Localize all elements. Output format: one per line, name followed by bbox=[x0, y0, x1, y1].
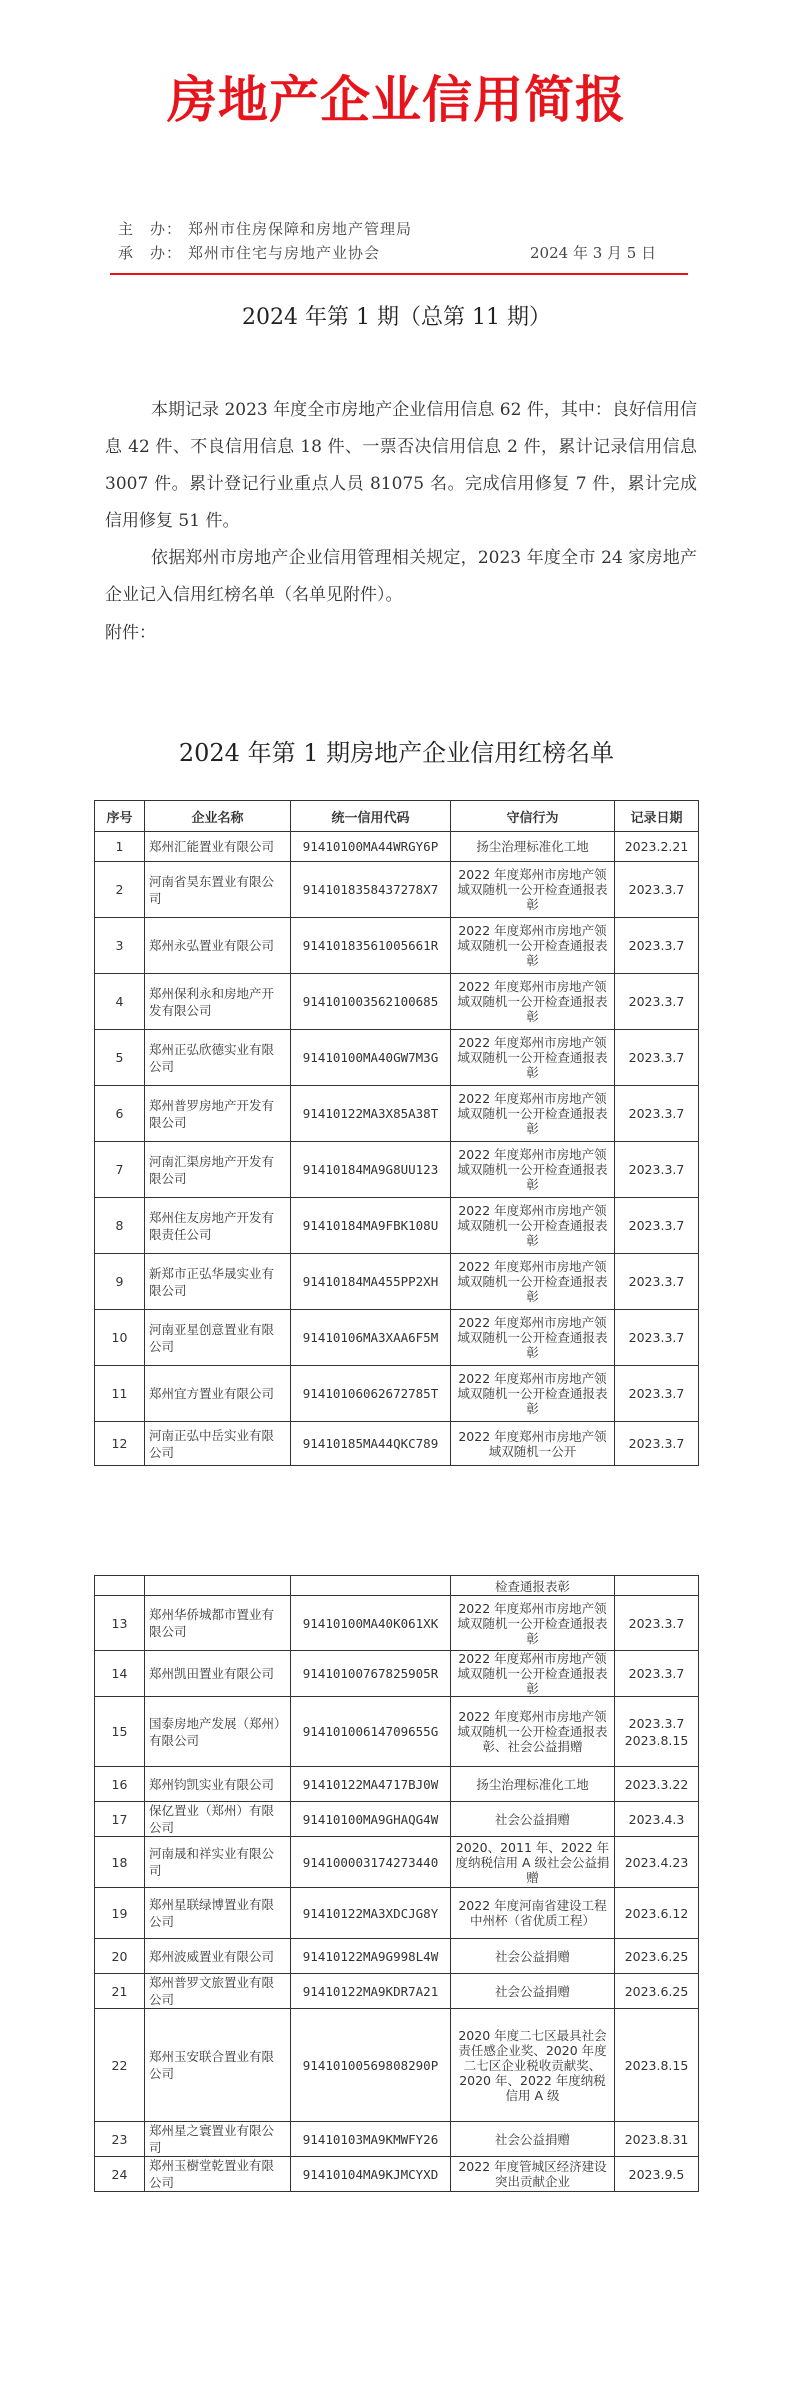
row-number: 20 bbox=[95, 1939, 145, 1974]
company-name: 郑州华侨城都市置业有限公司 bbox=[145, 1596, 291, 1651]
table-header-row bbox=[95, 801, 699, 832]
row-number: 14 bbox=[95, 1651, 145, 1697]
credit-behavior: 2022 年度郑州市房地产领域双随机一公开检查通报表彰 bbox=[451, 1030, 615, 1086]
company-name: 河南晟和祥实业有限公司 bbox=[145, 1837, 291, 1888]
record-date: 2023.9.5 bbox=[615, 2157, 699, 2192]
credit-behavior: 2022 年度郑州市房地产领域双随机一公开检查通报表彰 bbox=[451, 1596, 615, 1651]
credit-behavior: 社会公益捐赠 bbox=[451, 2122, 615, 2157]
record-date: 2023.2.21 bbox=[615, 832, 699, 862]
credit-code: 91410100MA9GHAQG4W bbox=[291, 1802, 451, 1837]
company-name: 郑州汇能置业有限公司 bbox=[145, 832, 291, 862]
table-row bbox=[95, 1974, 699, 2009]
credit-code: 914100003174273440 bbox=[291, 1837, 451, 1888]
record-date: 2023.3.7 bbox=[615, 918, 699, 974]
header-company: 企业名称 bbox=[145, 801, 291, 832]
credit-behavior: 2022 年度郑州市房地产领域双随机一公开检查通报表彰 bbox=[451, 1198, 615, 1254]
credit-behavior: 2022 年度郑州市房地产领域双随机一公开检查通报表彰 bbox=[451, 862, 615, 918]
row-number: 17 bbox=[95, 1802, 145, 1837]
sponsor-line bbox=[118, 218, 412, 239]
row-number: 11 bbox=[95, 1366, 145, 1422]
table-row bbox=[95, 1142, 699, 1198]
row-number: 24 bbox=[95, 2157, 145, 2192]
redlist-table-part1 bbox=[94, 800, 699, 1466]
company-name: 郑州波威置业有限公司 bbox=[145, 1939, 291, 1974]
redlist-title: 2024 年第 1 期房地产企业信用红榜名单 bbox=[178, 739, 615, 767]
credit-code: 91410106062672785T bbox=[291, 1366, 451, 1422]
company-name: 郑州保利永和房地产开发有限公司 bbox=[145, 974, 291, 1030]
company-name: 保亿置业（郑州）有限公司 bbox=[145, 1802, 291, 1837]
organizer-line bbox=[118, 242, 380, 263]
credit-code: 914101003562100685 bbox=[291, 974, 451, 1030]
table-row bbox=[95, 974, 699, 1030]
credit-code: 91410100614709655G bbox=[291, 1697, 451, 1767]
sponsor-label: 主 办： bbox=[118, 220, 183, 238]
row-number: 9 bbox=[95, 1254, 145, 1310]
table-row bbox=[95, 1198, 699, 1254]
table-row bbox=[95, 1254, 699, 1310]
table-row bbox=[95, 2009, 699, 2122]
credit-behavior: 2022 年度河南省建设工程中州杯（省优质工程） bbox=[451, 1888, 615, 1939]
table-row bbox=[95, 1802, 699, 1837]
company-name: 郑州住友房地产开发有限责任公司 bbox=[145, 1198, 291, 1254]
sponsor-value: 郑州市住房保障和房地产管理局 bbox=[188, 220, 413, 238]
table-row bbox=[95, 1366, 699, 1422]
credit-code: 91410122MA3X85A38T bbox=[291, 1086, 451, 1142]
table-row bbox=[95, 1939, 699, 1974]
credit-code: 91410122MA9G998L4W bbox=[291, 1939, 451, 1974]
credit-code: 91410184MA9G8UU123 bbox=[291, 1142, 451, 1198]
credit-behavior: 扬尘治理标准化工地 bbox=[451, 1767, 615, 1802]
row-number: 18 bbox=[95, 1837, 145, 1888]
table-row bbox=[95, 832, 699, 862]
record-date: 2023.6.25 bbox=[615, 1974, 699, 2009]
header-behavior: 守信行为 bbox=[451, 801, 615, 832]
company-name: 河南亚星创意置业有限公司 bbox=[145, 1310, 291, 1366]
row-number: 22 bbox=[95, 2009, 145, 2122]
credit-behavior: 2022 年度郑州市房地产领域双随机一公开检查通报表彰 bbox=[451, 974, 615, 1030]
credit-code: 914101007678259​05R bbox=[291, 1651, 451, 1697]
record-date: 2023.4.3 bbox=[615, 1802, 699, 1837]
credit-behavior: 2022 年度郑州市房地产领域双随机一公开 bbox=[451, 1422, 615, 1466]
continued-behavior: 检查通报表彰 bbox=[451, 1576, 615, 1596]
company-name: 郑州玉樹堂乾置业有限公司 bbox=[145, 2157, 291, 2192]
credit-behavior: 社会公益捐赠 bbox=[451, 1939, 615, 1974]
row-number: 13 bbox=[95, 1596, 145, 1651]
credit-code: 91410100MA44WRGY6P bbox=[291, 832, 451, 862]
table-row bbox=[95, 1888, 699, 1939]
company-name: 郑州宜方置业有限公司 bbox=[145, 1366, 291, 1422]
redlist-table-part2 bbox=[94, 1575, 699, 2192]
credit-code: 91410122MA9KDR7A21 bbox=[291, 1974, 451, 2009]
credit-code: 91410103MA9KMWFY26 bbox=[291, 2122, 451, 2157]
credit-code: 91410100MA40K061XK bbox=[291, 1596, 451, 1651]
credit-code: 91410185MA44QKC789 bbox=[291, 1422, 451, 1466]
row-number: 21 bbox=[95, 1974, 145, 2009]
record-date: 2023.3.7 bbox=[615, 1366, 699, 1422]
credit-code: 91410184MA455PP2XH bbox=[291, 1254, 451, 1310]
bulletin-title: 房地产企业信用简报 bbox=[167, 71, 626, 129]
credit-behavior: 2022 年度郑州市房地产领域双随机一公开检查通报表彰 bbox=[451, 1651, 615, 1697]
row-number: 5 bbox=[95, 1030, 145, 1086]
table-row bbox=[95, 1310, 699, 1366]
row-number: 1 bbox=[95, 832, 145, 862]
attachment-label: 附件： bbox=[105, 623, 156, 643]
redlist-paragraph: 依据郑州市房地产企业信用管理相关规定，2023 年度全市 24 家房地产企业记入信用红榜名单（名单见附件）。 bbox=[105, 548, 697, 605]
credit-behavior: 2022 年度郑州市房地产领域双随机一公开检查通报表彰 bbox=[451, 1142, 615, 1198]
row-number: 19 bbox=[95, 1888, 145, 1939]
company-name: 郑州玉安联合置业有限公司 bbox=[145, 2009, 291, 2122]
credit-behavior: 2022 年度郑州市房地产领域双随机一公开检查通报表彰 bbox=[451, 1254, 615, 1310]
credit-code: 91410100569808290P bbox=[291, 2009, 451, 2122]
table-row bbox=[95, 2157, 699, 2192]
row-number: 8 bbox=[95, 1198, 145, 1254]
summary-paragraph: 本期记录 2023 年度全市房地产企业信用信息 62 件，其中：良好信用信息 42 件、不良信用信息 18 件、一票否决信用信息 2 件，累计记录信用信息 3007 件。累计登记行业重点人员 81075 名。完成信用修复 7 件，累计完成信用修复 51 件。 bbox=[105, 400, 697, 531]
record-date: 2023.3.7 bbox=[615, 974, 699, 1030]
credit-behavior: 2022 年度管城区经济建设突出贡献企业 bbox=[451, 2157, 615, 2192]
table-row bbox=[95, 1697, 699, 1767]
record-date: 2023.4.23 bbox=[615, 1837, 699, 1888]
table-row bbox=[95, 862, 699, 918]
record-date: 2023.3.7 2023.8.15 bbox=[615, 1697, 699, 1767]
organizer-label: 承 办： bbox=[118, 244, 183, 262]
row-number: 4 bbox=[95, 974, 145, 1030]
row-number: 7 bbox=[95, 1142, 145, 1198]
credit-behavior: 2022 年度郑州市房地产领域双随机一公开检查通报表彰 bbox=[451, 918, 615, 974]
header-date: 记录日期 bbox=[615, 801, 699, 832]
credit-behavior: 2022 年度郑州市房地产领域双随机一公开检查通报表彰 bbox=[451, 1366, 615, 1422]
header-divider bbox=[110, 273, 688, 275]
credit-code: 91410184MA9FBK108U bbox=[291, 1198, 451, 1254]
header-no: 序号 bbox=[95, 801, 145, 832]
credit-behavior: 扬尘治理标准化工地 bbox=[451, 832, 615, 862]
table-row-continued bbox=[95, 1576, 699, 1596]
company-name: 郑州普罗文旅置业有限公司 bbox=[145, 1974, 291, 2009]
credit-code: 91410122MA3XDCJG8Y bbox=[291, 1888, 451, 1939]
table-row bbox=[95, 1837, 699, 1888]
company-name: 河南汇渠房地产开发有限公司 bbox=[145, 1142, 291, 1198]
record-date: 2023.3.7 bbox=[615, 1422, 699, 1466]
record-date: 2023.3.7 bbox=[615, 862, 699, 918]
record-date: 2023.3.22 bbox=[615, 1767, 699, 1802]
record-date: 2023.6.12 bbox=[615, 1888, 699, 1939]
row-number: 2 bbox=[95, 862, 145, 918]
credit-behavior: 2022 年度郑州市房地产领域双随机一公开检查通报表彰、社会公益捐赠 bbox=[451, 1697, 615, 1767]
credit-behavior: 2022 年度郑州市房地产领域双随机一公开检查通报表彰 bbox=[451, 1086, 615, 1142]
issue-number: 2024 年第 1 期（总第 11 期） bbox=[242, 305, 551, 330]
table-row bbox=[95, 1422, 699, 1466]
record-date: 2023.3.7 bbox=[615, 1651, 699, 1697]
company-name: 河南正弘中岳实业有限公司 bbox=[145, 1422, 291, 1466]
record-date: 2023.6.25 bbox=[615, 1939, 699, 1974]
record-date: 2023.3.7 bbox=[615, 1254, 699, 1310]
table-row bbox=[95, 1030, 699, 1086]
record-date: 2023.3.7 bbox=[615, 1198, 699, 1254]
credit-code: 91410183584372​78X7 bbox=[291, 862, 451, 918]
table-row bbox=[95, 1651, 699, 1697]
row-number: 3 bbox=[95, 918, 145, 974]
credit-code: 91410104MA9KJMCYXD bbox=[291, 2157, 451, 2192]
company-name: 郑州星联绿博置业有限公司 bbox=[145, 1888, 291, 1939]
company-name: 郑州钧凯实业有限公司 bbox=[145, 1767, 291, 1802]
record-date: 2023.3.7 bbox=[615, 1142, 699, 1198]
company-name: 河南省昊东置业有限公司 bbox=[145, 862, 291, 918]
row-number: 12 bbox=[95, 1422, 145, 1466]
record-date: 2023.3.7 bbox=[615, 1086, 699, 1142]
credit-behavior: 社会公益捐赠 bbox=[451, 1802, 615, 1837]
credit-code: 91410106MA3XAA6F5M bbox=[291, 1310, 451, 1366]
company-name: 郑州星之寰置业有限公司 bbox=[145, 2122, 291, 2157]
table-row bbox=[95, 1767, 699, 1802]
credit-behavior: 2020、2011 年、2022 年度纳税信用 A 级社会公益捐赠 bbox=[451, 1837, 615, 1888]
company-name: 郑州普罗房地产开发有限公司 bbox=[145, 1086, 291, 1142]
credit-code: 914101835610056​61R bbox=[291, 918, 451, 974]
record-date: 2023.3.7 bbox=[615, 1030, 699, 1086]
credit-code: 91410100MA40GW7M3G bbox=[291, 1030, 451, 1086]
company-name: 新郑市正弘华晟实业有限公司 bbox=[145, 1254, 291, 1310]
credit-behavior: 2020 年度二七区最具社会责任感企业奖、2020 年度二七区企业税收贡献奖、2020 年、2022 年度纳税信用 A 级 bbox=[451, 2009, 615, 2122]
credit-behavior: 社会公益捐赠 bbox=[451, 1974, 615, 2009]
row-number: 6 bbox=[95, 1086, 145, 1142]
company-name: 国泰房地产发展（郑州）有限公司 bbox=[145, 1697, 291, 1767]
header-credit-code: 统一信用代码 bbox=[291, 801, 451, 832]
record-date: 2023.8.15 bbox=[615, 2009, 699, 2122]
row-number: 16 bbox=[95, 1767, 145, 1802]
credit-behavior: 2022 年度郑州市房地产领域双随机一公开检查通报表彰 bbox=[451, 1310, 615, 1366]
company-name: 郑州凯田置业有限公司 bbox=[145, 1651, 291, 1697]
row-number: 10 bbox=[95, 1310, 145, 1366]
row-number: 15 bbox=[95, 1697, 145, 1767]
organizer-value: 郑州市住宅与房地产业协会 bbox=[188, 244, 381, 262]
row-number: 23 bbox=[95, 2122, 145, 2157]
publish-date: 2024 年 3 月 5 日 bbox=[530, 244, 657, 262]
record-date: 2023.3.7 bbox=[615, 1596, 699, 1651]
table-row bbox=[95, 1596, 699, 1651]
table-row bbox=[95, 918, 699, 974]
company-name: 郑州永弘置业有限公司 bbox=[145, 918, 291, 974]
credit-code: 91410122MA4717BJ0W bbox=[291, 1767, 451, 1802]
record-date: 2023.8.31 bbox=[615, 2122, 699, 2157]
company-name: 郑州正弘欣德实业有限公司 bbox=[145, 1030, 291, 1086]
record-date: 2023.3.7 bbox=[615, 1310, 699, 1366]
table-row bbox=[95, 1086, 699, 1142]
table-row bbox=[95, 2122, 699, 2157]
